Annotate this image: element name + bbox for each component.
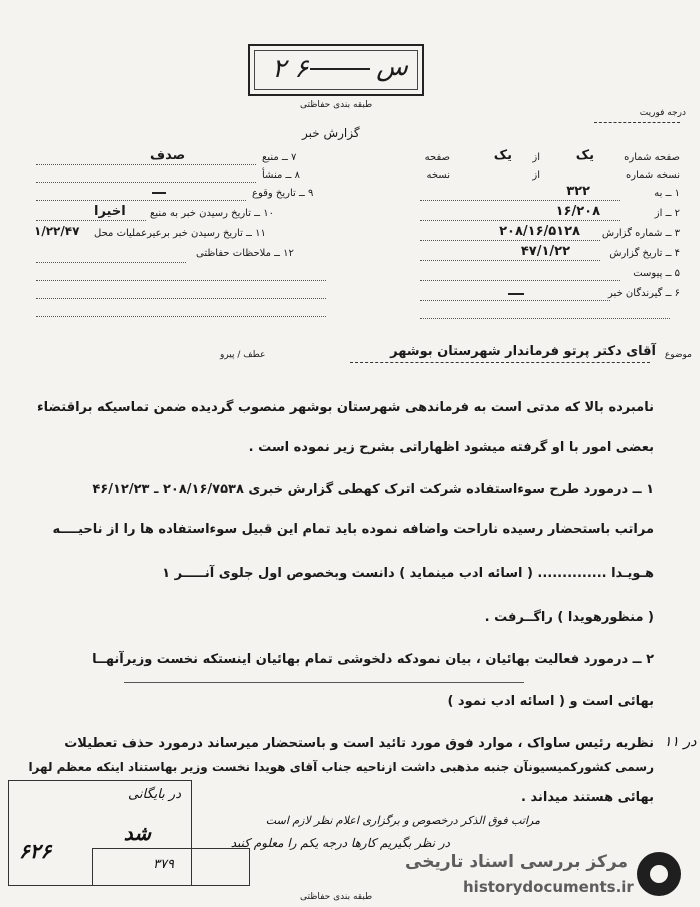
report-number-label: ۳ ــ شماره گزارش	[601, 228, 680, 239]
from-line	[420, 220, 620, 221]
to-line	[420, 200, 620, 201]
subject-value: آقای دکتر پرتو فرماندار شهرستان بوشهر	[390, 344, 656, 359]
report-number-value: ۲۰۸/۱۶/۵۱۲۸	[499, 224, 580, 239]
body-line-9: نظریه رئیس ساواک ، موارد فوق مورد تائید است و باستحضار میرساند درمورد حذف تعطیلات	[64, 736, 654, 751]
body-line-1: نامبرده بالا که مدتی است به فرماندهی شهرستان بوشهر منصوب گردیده ضمن تماسیکه براقتضاء	[36, 400, 654, 415]
serial-label: س	[376, 52, 408, 82]
page-number-value: یک	[575, 148, 594, 163]
classification-bottom: طبقه بندی حفاظتی	[300, 892, 373, 902]
report-title: گزارش خبر	[302, 126, 360, 140]
archive-stamp-line-1: شد	[123, 821, 151, 845]
reference-label: عطف / پیرو	[220, 350, 266, 360]
to-label: ۱ ــ به	[654, 188, 680, 199]
event-date-label: ۹ ــ تاریخ وقوع	[252, 188, 314, 199]
event-date-dash	[152, 192, 166, 194]
number-stamp	[92, 848, 250, 886]
report-date-label: ۴ ــ تاریخ گزارش	[609, 248, 680, 259]
recipients-line	[420, 300, 610, 301]
copy-number-label: نسخه شماره	[626, 170, 680, 181]
blank-line-2	[36, 298, 326, 299]
event-date-line	[36, 200, 246, 201]
received-ops-value: ۱/۲۲/۴۷	[34, 224, 80, 238]
classification-top: طبقه بندی حفاظتی	[300, 100, 373, 110]
body-line-5: هـویـدا .............. ( اسائه ادب مینماید ) دانست وبخصوص اول جلوی آنـــــر ۱	[162, 566, 654, 581]
handwritten-note-2: در نظر بگیریم کارها درجه یکم را معلوم کنید	[230, 836, 450, 850]
body-line-4: مراتب باستحضار رسیده ناراحت واضافه نموده باید تمام این قبیل سوءاستفاده ها را از ناحیــــه	[52, 522, 654, 537]
page-number-label: صفحه شماره	[624, 152, 680, 163]
urgency-label: درجه فوریت	[639, 108, 686, 118]
report-date-value: ۴۷/۱/۲۲	[520, 244, 570, 259]
source-value: صدف	[150, 148, 186, 163]
body-line-6: ( منظورهویدا ) راگــرفت .	[484, 610, 654, 625]
origin-line	[36, 182, 256, 183]
body-underline	[124, 682, 524, 683]
body-line-2: بعضی امور با او گرفته میشود اظهاراتی بشرح زیر نموده است .	[248, 440, 654, 455]
source-label: ۷ ــ منبع	[262, 152, 297, 163]
page-of-label: از	[532, 152, 540, 163]
subject-line	[350, 362, 650, 363]
copy-of-label: از	[532, 170, 540, 181]
number-stamp-value: ۳۷۹	[153, 857, 174, 872]
page-word: صفحه	[424, 152, 450, 163]
body-line-8: بهائی است و ( اسائه ادب نمود )	[447, 694, 654, 709]
received-ops-label: ۱۱ ــ تاریخ رسیدن خبر برعیرعملیات محل	[94, 228, 266, 239]
serial-underline	[310, 68, 370, 70]
body-line-7: ۲ ــ درمورد فعالیت بهائیان ، بیان نمودکه دلخوشی تمام بهائیان اینستکه نخست وزیرآنهــا	[92, 652, 654, 667]
body-line-3: ۱ ــ درمورد طرح سوءاستفاده شرکت اترک کهطی گزارش خبری ۲۰۸/۱۶/۷۵۳۸ ـ ۴۶/۱۲/۲۳	[92, 482, 654, 497]
body-line-11: بهائی هستند میداند .	[521, 790, 654, 805]
report-date-line	[420, 260, 600, 261]
page-of-value: یک	[493, 148, 512, 163]
from-label: ۲ ــ از	[654, 208, 680, 219]
watermark-url: historydocuments.ir	[463, 878, 634, 896]
received-source-label: ۱۰ ــ تاریخ رسیدن خبر به منبع	[150, 208, 274, 219]
source-line	[36, 164, 256, 165]
archive-stamp-line-2: ۶۲۶	[19, 839, 52, 863]
margin-note: در ۱۱	[664, 734, 697, 750]
recipients-label: ۶ ــ گیرندگان خبر	[608, 288, 680, 299]
blank-line-3	[36, 316, 326, 317]
extra-line-1	[420, 318, 670, 319]
watermark-persian: مرکز بررسی اسناد تاریخی	[405, 852, 628, 872]
serial-number-box	[248, 44, 424, 96]
copy-word: نسخه	[426, 170, 450, 181]
attachment-line	[420, 280, 620, 281]
handwritten-note-1: مراتب فوق الذکر درخصوص و برگزاری اعلام نظر لازم است	[265, 814, 540, 827]
watermark-logo-icon	[637, 852, 681, 896]
from-value: ۱۶/۲۰۸	[555, 204, 600, 219]
report-number-line	[420, 240, 600, 241]
received-source-line	[36, 220, 146, 221]
recipients-dash	[508, 293, 524, 295]
security-notes-label: ۱۲ ــ ملاحظات حفاظتی	[196, 248, 294, 259]
subject-label: موضوع	[664, 350, 692, 360]
serial-handwritten: ۲ ۶	[272, 54, 309, 84]
blank-line-1	[36, 280, 326, 281]
body-line-10: رسمی کشورکمیسیونآن جنبه مذهبی داشت ازناحیه جناب آقای هویدا نخست وزیر بهاستناد اینکه معظم لهرا	[28, 760, 654, 774]
security-notes-line	[36, 262, 186, 263]
urgency-line	[594, 122, 680, 123]
received-source-value: اخیرا	[94, 204, 126, 219]
archive-stamp-line-3: در بایگانی	[128, 787, 181, 802]
attachment-label: ۵ ــ پیوست	[633, 268, 680, 279]
origin-label: ۸ ــ منشأ	[262, 170, 300, 181]
to-value: ۳۲۲	[566, 184, 590, 199]
